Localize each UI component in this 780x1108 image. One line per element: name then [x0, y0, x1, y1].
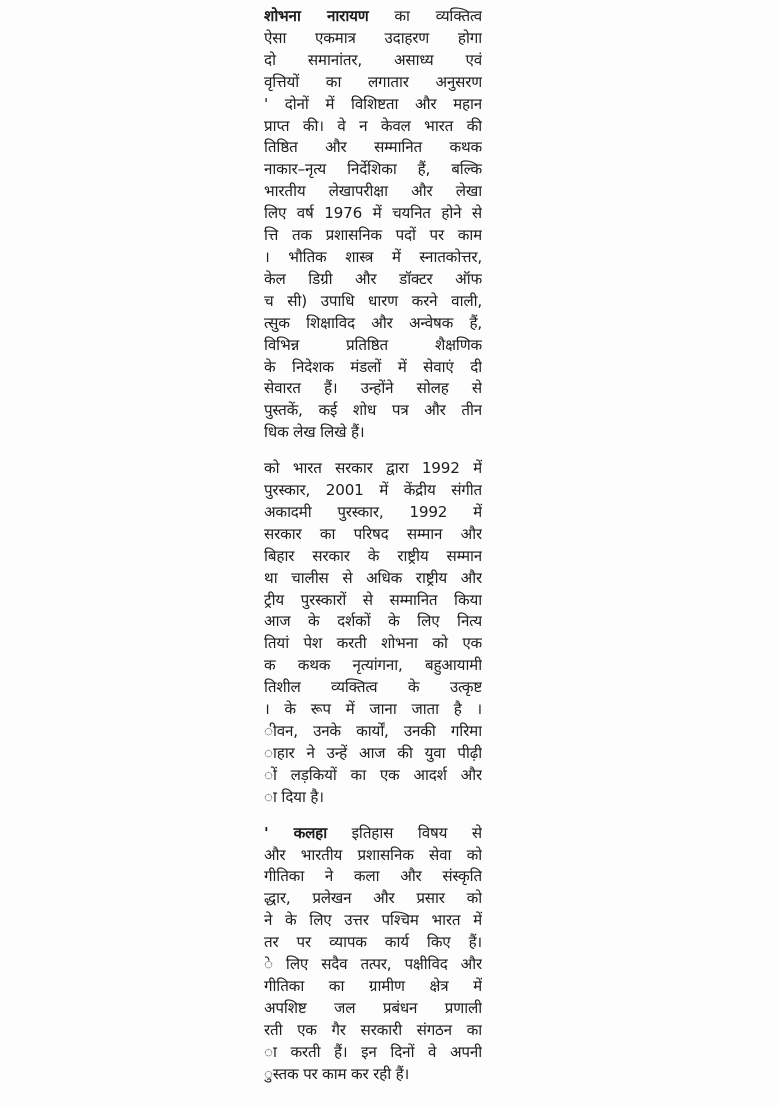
article-line	[264, 699, 482, 721]
line-text: ा करती हैं। इन दिनों वे अपनी	[264, 1042, 482, 1061]
article-column	[264, 6, 482, 1086]
line-text: ने के लिए उत्तर पश्चिम भारत में	[264, 911, 482, 930]
article-line	[264, 611, 482, 633]
article-line	[264, 765, 482, 787]
article-line	[264, 633, 482, 655]
article-paragraph	[264, 458, 482, 809]
line-text: अकादमी पुरस्कार, 1992 में	[264, 502, 482, 521]
article-line	[264, 954, 482, 976]
article-line	[264, 225, 482, 247]
line-text: को भारत सरकार द्वारा 1992 में	[264, 459, 482, 478]
article-line	[264, 677, 482, 699]
article-line	[264, 1042, 482, 1064]
article-line	[264, 137, 482, 159]
line-text: बिहार सरकार के राष्ट्रीय सम्मान	[264, 546, 482, 565]
article-line	[264, 480, 482, 502]
line-text: । भौतिक शास्त्र में स्नातकोत्तर,	[264, 247, 482, 266]
article-line	[264, 422, 482, 444]
line-text: और भारतीय प्रशासनिक सेवा को	[264, 845, 482, 864]
line-text: े लिए सदैव तत्पर, पक्षीविद और	[264, 955, 482, 974]
article-line	[264, 269, 482, 291]
highlighted-name: शोभना नारायण	[264, 7, 369, 25]
article-line	[264, 845, 482, 867]
line-text: लिए वर्ष 1976 में चयनित होने से	[264, 204, 482, 223]
line-text: केल डिग्री और डॉक्टर ऑफ	[264, 269, 482, 288]
line-text: पुरस्कार, 2001 में केंद्रीय संगीत	[264, 481, 482, 500]
line-text: सरकार का परिषद सम्मान और	[264, 524, 482, 543]
line-text: धिक लेख लिखे हैं।	[264, 423, 365, 442]
article-line	[264, 159, 482, 181]
line-text: द्धार, प्रलेखन और प्रसार को	[264, 889, 482, 908]
article-line	[264, 721, 482, 743]
line-text: रती एक गैर सरकारी संगठन का	[264, 1020, 482, 1039]
line-text: ऐसा एकमात्र उदाहरण होगा	[264, 28, 482, 47]
article-line	[264, 203, 482, 225]
line-text: तर पर व्यापक कार्य किए हैं।	[264, 933, 482, 952]
article-line	[264, 378, 482, 400]
article-line	[264, 335, 482, 357]
article-line	[264, 94, 482, 116]
line-text: प्राप्त की। वे न केवल भारत की	[264, 116, 482, 135]
article-line	[264, 976, 482, 998]
line-text: सेवारत हैं। उन्होंने सोलह से	[264, 379, 482, 398]
line-text: तिष्ठित और सम्मानित कथक	[264, 138, 482, 157]
article-line	[264, 866, 482, 888]
line-text: वृत्तियों का लगातार अनुसरण	[264, 72, 482, 91]
article-line	[264, 6, 482, 28]
line-text: तिशील व्यक्तित्व के उत्कृष्ट	[264, 678, 482, 697]
line-text: ीवन, उनके कार्यों, उनकी गरिमा	[264, 722, 482, 740]
article-line	[264, 291, 482, 313]
article-line	[264, 502, 482, 524]
article-line	[264, 590, 482, 612]
line-text: अपशिष्ट जल प्रबंधन प्रणाली	[264, 998, 482, 1017]
article-line	[264, 998, 482, 1020]
line-text: नाकार–नृत्य निर्देशिका हैं, बल्कि	[264, 160, 482, 179]
article-line	[264, 181, 482, 203]
line-text: विभिन्न प्रतिष्ठित शैक्षणिक	[264, 335, 482, 354]
line-text: तियां पेश करती शोभना को एक	[264, 634, 482, 653]
article-line	[264, 655, 482, 677]
article-line	[264, 400, 482, 422]
article-paragraph	[264, 6, 482, 444]
article-line	[264, 743, 482, 765]
line-text: ट्रीय पुरस्कारों से सम्मानित किया	[264, 590, 482, 609]
line-text: ा दिया है।	[264, 787, 324, 806]
article-line	[264, 313, 482, 335]
line-text: । के रूप में जाना जाता है ।	[264, 700, 482, 719]
line-text: ' दोनों में विशिष्टता और महान	[264, 94, 482, 113]
line-text: ों लड़कियों का एक आदर्श और	[264, 765, 482, 784]
article-line	[264, 50, 482, 72]
line-text: पुस्तकें, कई शोध पत्र और तीन	[264, 401, 482, 420]
line-text: त्ति तक प्रशासनिक पदों पर काम	[264, 226, 482, 245]
line-text: गीतिका ने कला और संस्कृति	[264, 867, 482, 886]
highlighted-name: ' कलहा	[264, 823, 327, 842]
article-line	[264, 458, 482, 480]
article-line	[264, 116, 482, 138]
article-line	[264, 932, 482, 954]
line-text: इतिहास विषय से	[326, 823, 482, 842]
line-text: त्सुक शिक्षाविद और अन्वेषक हैं,	[264, 313, 482, 332]
article-line	[264, 546, 482, 568]
article-line	[264, 568, 482, 590]
line-text: आज के दर्शकों के लिए नित्य	[264, 612, 482, 631]
line-text: च सी) उपाधि धारण करने वाली,	[264, 291, 482, 310]
article-line	[264, 888, 482, 910]
line-text: क कथक नृत्यांगना, बहुआयामी	[264, 656, 482, 675]
article-line	[264, 823, 482, 845]
article-line	[264, 787, 482, 809]
article-line	[264, 1020, 482, 1042]
article-line	[264, 910, 482, 932]
line-text: ाहार ने उन्हें आज की युवा पीढ़ी	[264, 743, 482, 762]
article-line	[264, 247, 482, 269]
line-text: भारतीय लेखापरीक्षा और लेखा	[264, 182, 482, 201]
line-text: के निदेशक मंडलों में सेवाएं दी	[264, 357, 482, 376]
article-line	[264, 524, 482, 546]
article-line	[264, 357, 482, 379]
line-text: का व्यक्तित्व	[368, 7, 482, 25]
line-text: था चालीस से अधिक राष्ट्रीय और	[264, 568, 482, 587]
article-line	[264, 28, 482, 50]
line-text: गीतिका का ग्रामीण क्षेत्र में	[264, 976, 482, 995]
line-text: ुस्तक पर काम कर रही हैं।	[264, 1064, 410, 1083]
line-text: दो समानांतर, असाध्य एवं	[264, 50, 482, 69]
article-paragraph	[264, 823, 482, 1086]
article-line	[264, 72, 482, 94]
article-line	[264, 1064, 482, 1086]
